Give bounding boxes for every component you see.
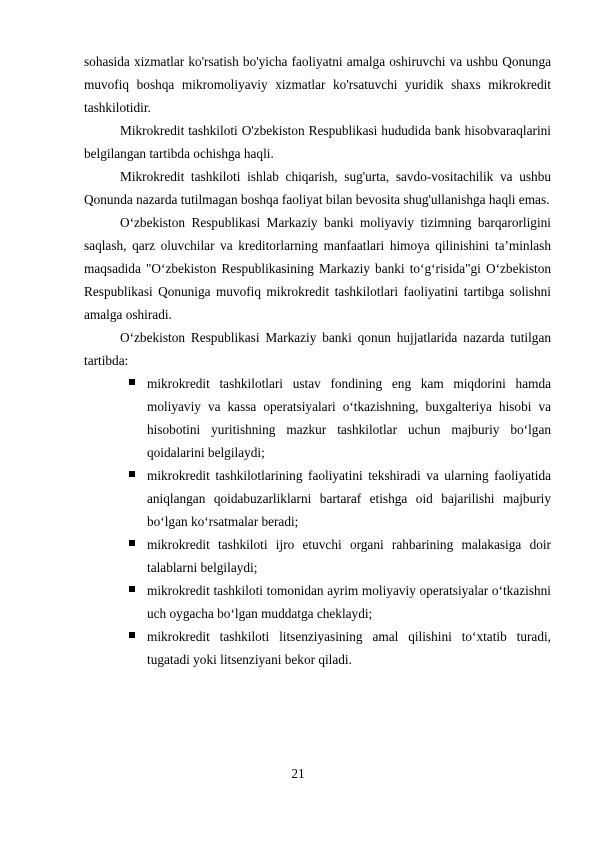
list-item: mikrokredit tashkilotlari ustav fondining eng kam miqdorini hamda moliyaviy va kassa operatsiyalari o‘tkazishning, buxgalteriya hisobi va hisobotini yuritishning mazkur tashkilotlar uchun majburiy bo‘lgan qoidalarini belgilaydi; — [84, 372, 551, 464]
paragraph-bank-accounts: Mikrokredit tashkiloti O'zbekiston Respublikasi hududida bank hisobvaraqlarini belgilangan tartibda ochishga haqli. — [84, 123, 551, 161]
bullet-square-icon — [129, 379, 135, 385]
list-item: mikrokredit tashkilotlarining faoliyatini tekshiradi va ularning faoliyatida aniqlangan qoidabuzarliklarni bartaraf etishga oid bajarilishi majburiy bo‘lgan ko‘rsatmalar beradi; — [84, 464, 551, 533]
list-item: mikrokredit tashkiloti litsenziyasining amal qilishini to‘xtatib turadi, tugatadi yoki litsenziyani bekor qiladi. — [84, 625, 551, 671]
paragraph-central-bank-procedure: O‘zbekiston Respublikasi Markaziy banki qonun hujjatlarida nazarda tutilgan tartibda: — [84, 330, 551, 368]
bullet-square-icon — [129, 540, 135, 546]
bullet-square-icon — [129, 471, 135, 477]
document-page — [84, 50, 551, 671]
paragraph-restrictions: Mikrokredit tashkiloti ishlab chiqarish, sug'urta, savdo-vositachilik va ushbu Qonunda nazarda tutilmagan boshqa faoliyat bilan bevosita shug'ullanishga haqli emas. — [84, 169, 551, 207]
paragraph-continuation: sohasida xizmatlar ko'rsatish bo'yicha faoliyatni amalga oshiruvchi va ushbu Qonunga muvofiq boshqa mikromoliyaviy xizmatlar ko'rsatuvchi yuridik shaxs mikrokredit tashkilotidir. — [84, 54, 551, 115]
list-item: mikrokredit tashkiloti ijro etuvchi organi rahbarining malakasiga doir talablarni belgilaydi; — [84, 533, 551, 579]
bullet-square-icon — [129, 632, 135, 638]
powers-list — [84, 372, 551, 671]
bullet-square-icon — [129, 586, 135, 592]
paragraph-central-bank-regulation: O‘zbekiston Respublikasi Markaziy banki moliyaviy tizimning barqarorligini saqlash, qarz oluvchilar va kreditorlarning manfaatlari himoya qilinishini ta’minlash maqsadida "O‘zbekiston Respublikasining Markaziy banki to‘g‘risida"gi O‘zbekiston Respublikasi Qonuniga muvofiq mikrokredit tashkilotlari faoliyatini tartibga solishni amalga oshiradi. — [84, 215, 551, 322]
page-number: 21 — [291, 766, 305, 781]
list-item: mikrokredit tashkiloti tomonidan ayrim moliyaviy operatsiyalar o‘tkazishni uch oygacha bo‘lgan muddatga cheklaydi; — [84, 579, 551, 625]
